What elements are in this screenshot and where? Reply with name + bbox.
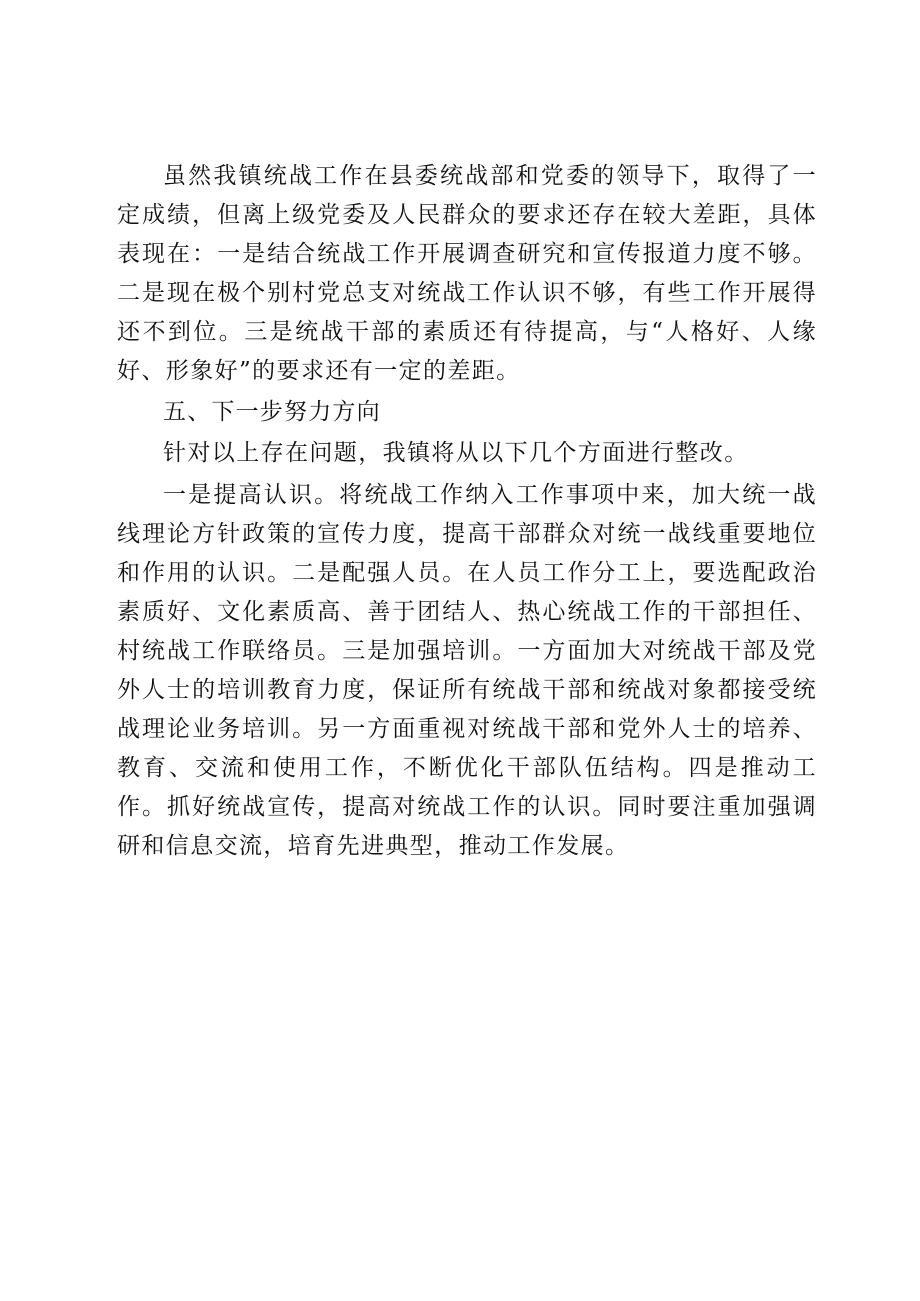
document-body (117, 157, 817, 866)
section-heading-next-steps: 五、下一步努力方向 (163, 399, 381, 425)
paragraph-rectification-intro: 针对以上存在问题，我镇将从以下几个方面进行整改。 (163, 440, 749, 466)
paragraph-existing-problems: 虽然我镇统战工作在县委统战部和党委的领导下，取得了一定成绩，但离上级党委及人民群众的要求还存在较大差距，具体表现在：一是结合统战工作开展调查研究和宣传报道力度不够。二是现在极个别村党总支对统战工作认识不够，有些工作开展得还不到位。三是统战干部的素质还有待提高，与“人格好、人缘好、形象好”的要求还有一定的差距。 (117, 163, 817, 384)
paragraph-rectification-measures: 一是提高认识。将统战工作纳入工作事项中来，加大统一战线理论方针政策的宣传力度，提高干部群众对统一战线重要地位和作用的认识。二是配强人员。在人员工作分工上，要选配政治素质好、文化素质高、善于团结人、热心统战工作的干部担任、村统战工作联络员。三是加强培训。一方面加大对统战干部及党外人士的培训教育力度，保证所有统战干部和统战对象都接受统战理论业务培训。另一方面重视对统战干部和党外人士的培养、教育、交流和使用工作，不断优化干部队伍结构。四是推动工作。抓好统战宣传，提高对统战工作的认识。同时要注重加强调研和信息交流，培育先进典型，推动工作发展。 (117, 482, 817, 859)
